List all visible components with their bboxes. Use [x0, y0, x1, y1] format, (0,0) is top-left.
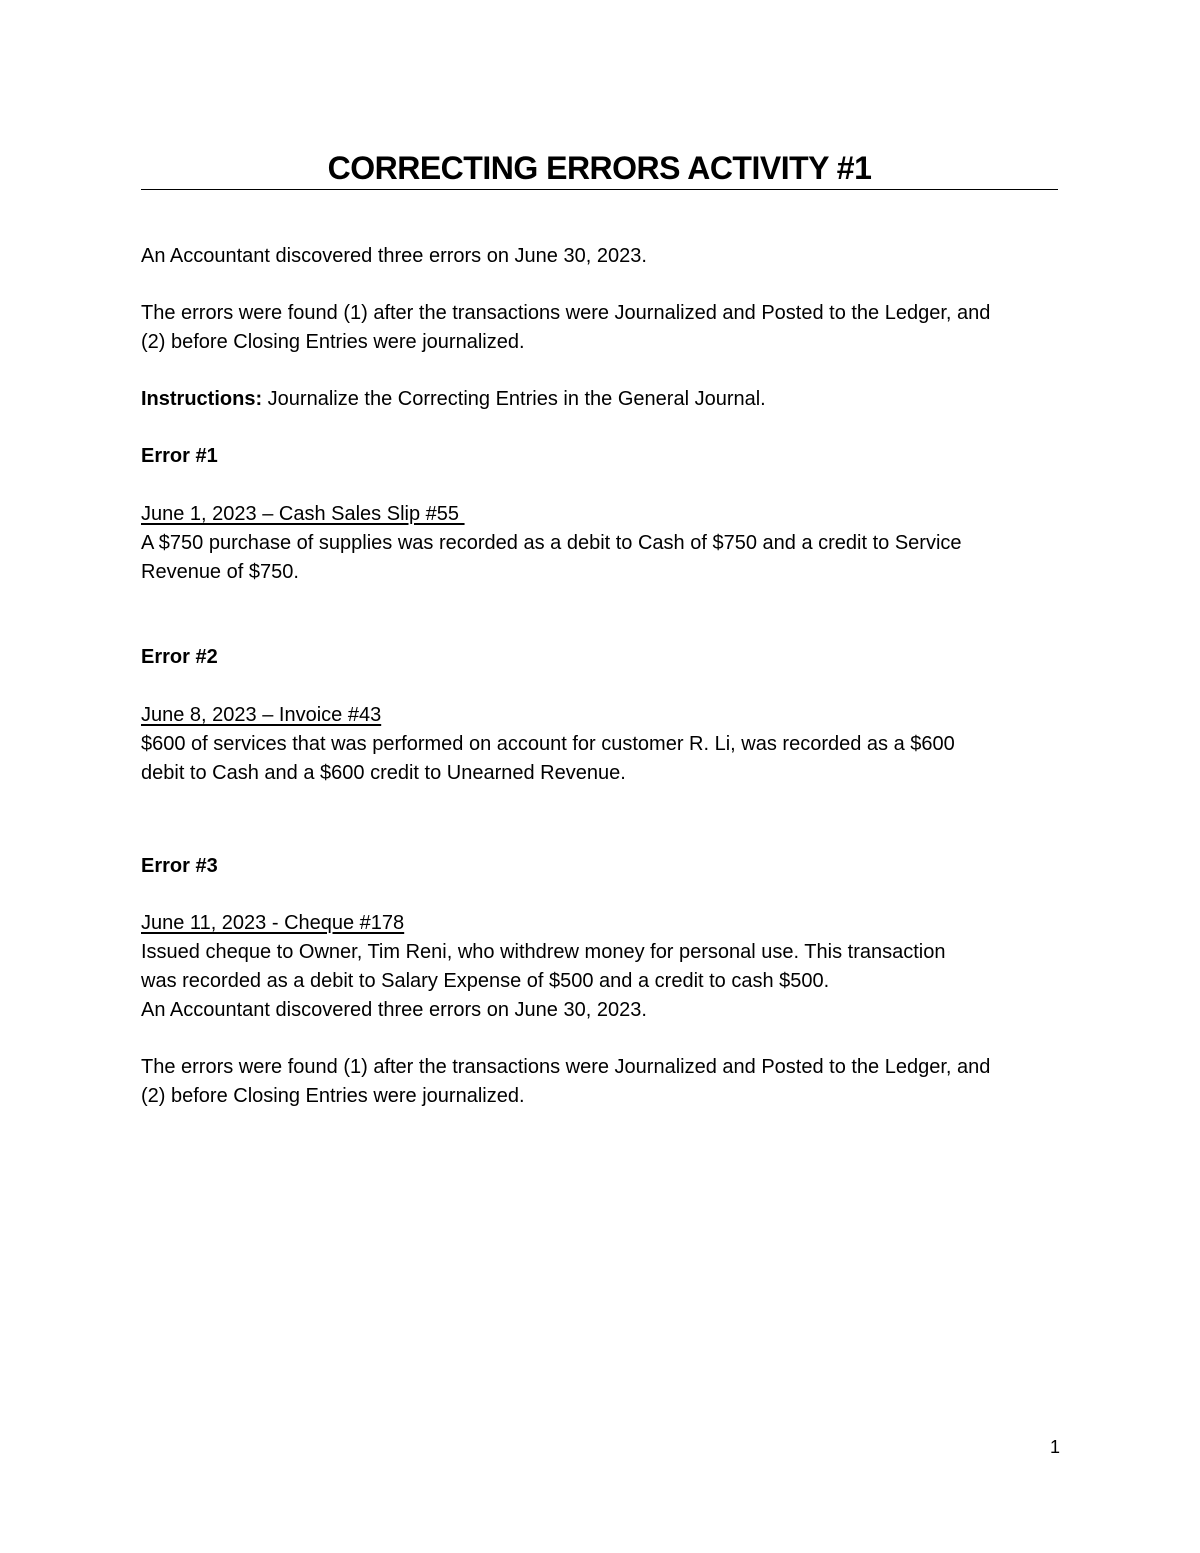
error-1-description-line-2: Revenue of $750. [141, 561, 299, 583]
instructions-paragraph [141, 385, 766, 414]
error-1-description-line-1: A $750 purchase of supplies was recorded as a debit to Cash of $750 and a credit to Service [141, 532, 962, 554]
error-3-description-line-1: Issued cheque to Owner, Tim Reni, who withdrew money for personal use. This transaction [141, 941, 946, 963]
repeat-errors-found-line-1: The errors were found (1) after the transactions were Journalized and Posted to the Ledger, and [141, 1056, 991, 1078]
document-title: CORRECTING ERRORS ACTIVITY #1 [327, 150, 872, 186]
error-2-description-line-1: $600 of services that was performed on account for customer R. Li, was recorded as a $600 [141, 733, 955, 755]
repeat-errors-found-line-2: (2) before Closing Entries were journalized. [141, 1085, 525, 1107]
error-2-heading: Error #2 [141, 646, 218, 668]
errors-found-line-2: (2) before Closing Entries were journalized. [141, 331, 525, 353]
repeat-intro-paragraph: An Accountant discovered three errors on June 30, 2023. [141, 999, 647, 1021]
intro-paragraph: An Accountant discovered three errors on June 30, 2023. [141, 245, 647, 267]
error-3-description-line-2: was recorded as a debit to Salary Expense of $500 and a credit to cash $500. [141, 970, 830, 992]
instructions-text: Journalize the Correcting Entries in the General Journal. [262, 388, 766, 410]
error-2-description-line-2: debit to Cash and a $600 credit to Unearned Revenue. [141, 762, 626, 784]
error-3-source-text: June 11, 2023 - Cheque #178 [141, 912, 405, 934]
error-3-heading: Error #3 [141, 855, 218, 877]
error-2-source [141, 701, 381, 730]
title-underline-rule [141, 189, 1058, 190]
instructions-label: Instructions: [141, 388, 263, 410]
error-2-source-text: June 8, 2023 – Invoice #43 [141, 704, 382, 726]
errors-found-line-1: The errors were found (1) after the transactions were Journalized and Posted to the Ledger, and [141, 302, 991, 324]
error-1-source-text: June 1, 2023 – Cash Sales Slip #55 [141, 503, 465, 525]
error-1-source [141, 500, 465, 529]
error-3-source [141, 909, 404, 938]
error-1-heading: Error #1 [141, 445, 218, 467]
page-number: 1 [1049, 1437, 1060, 1457]
